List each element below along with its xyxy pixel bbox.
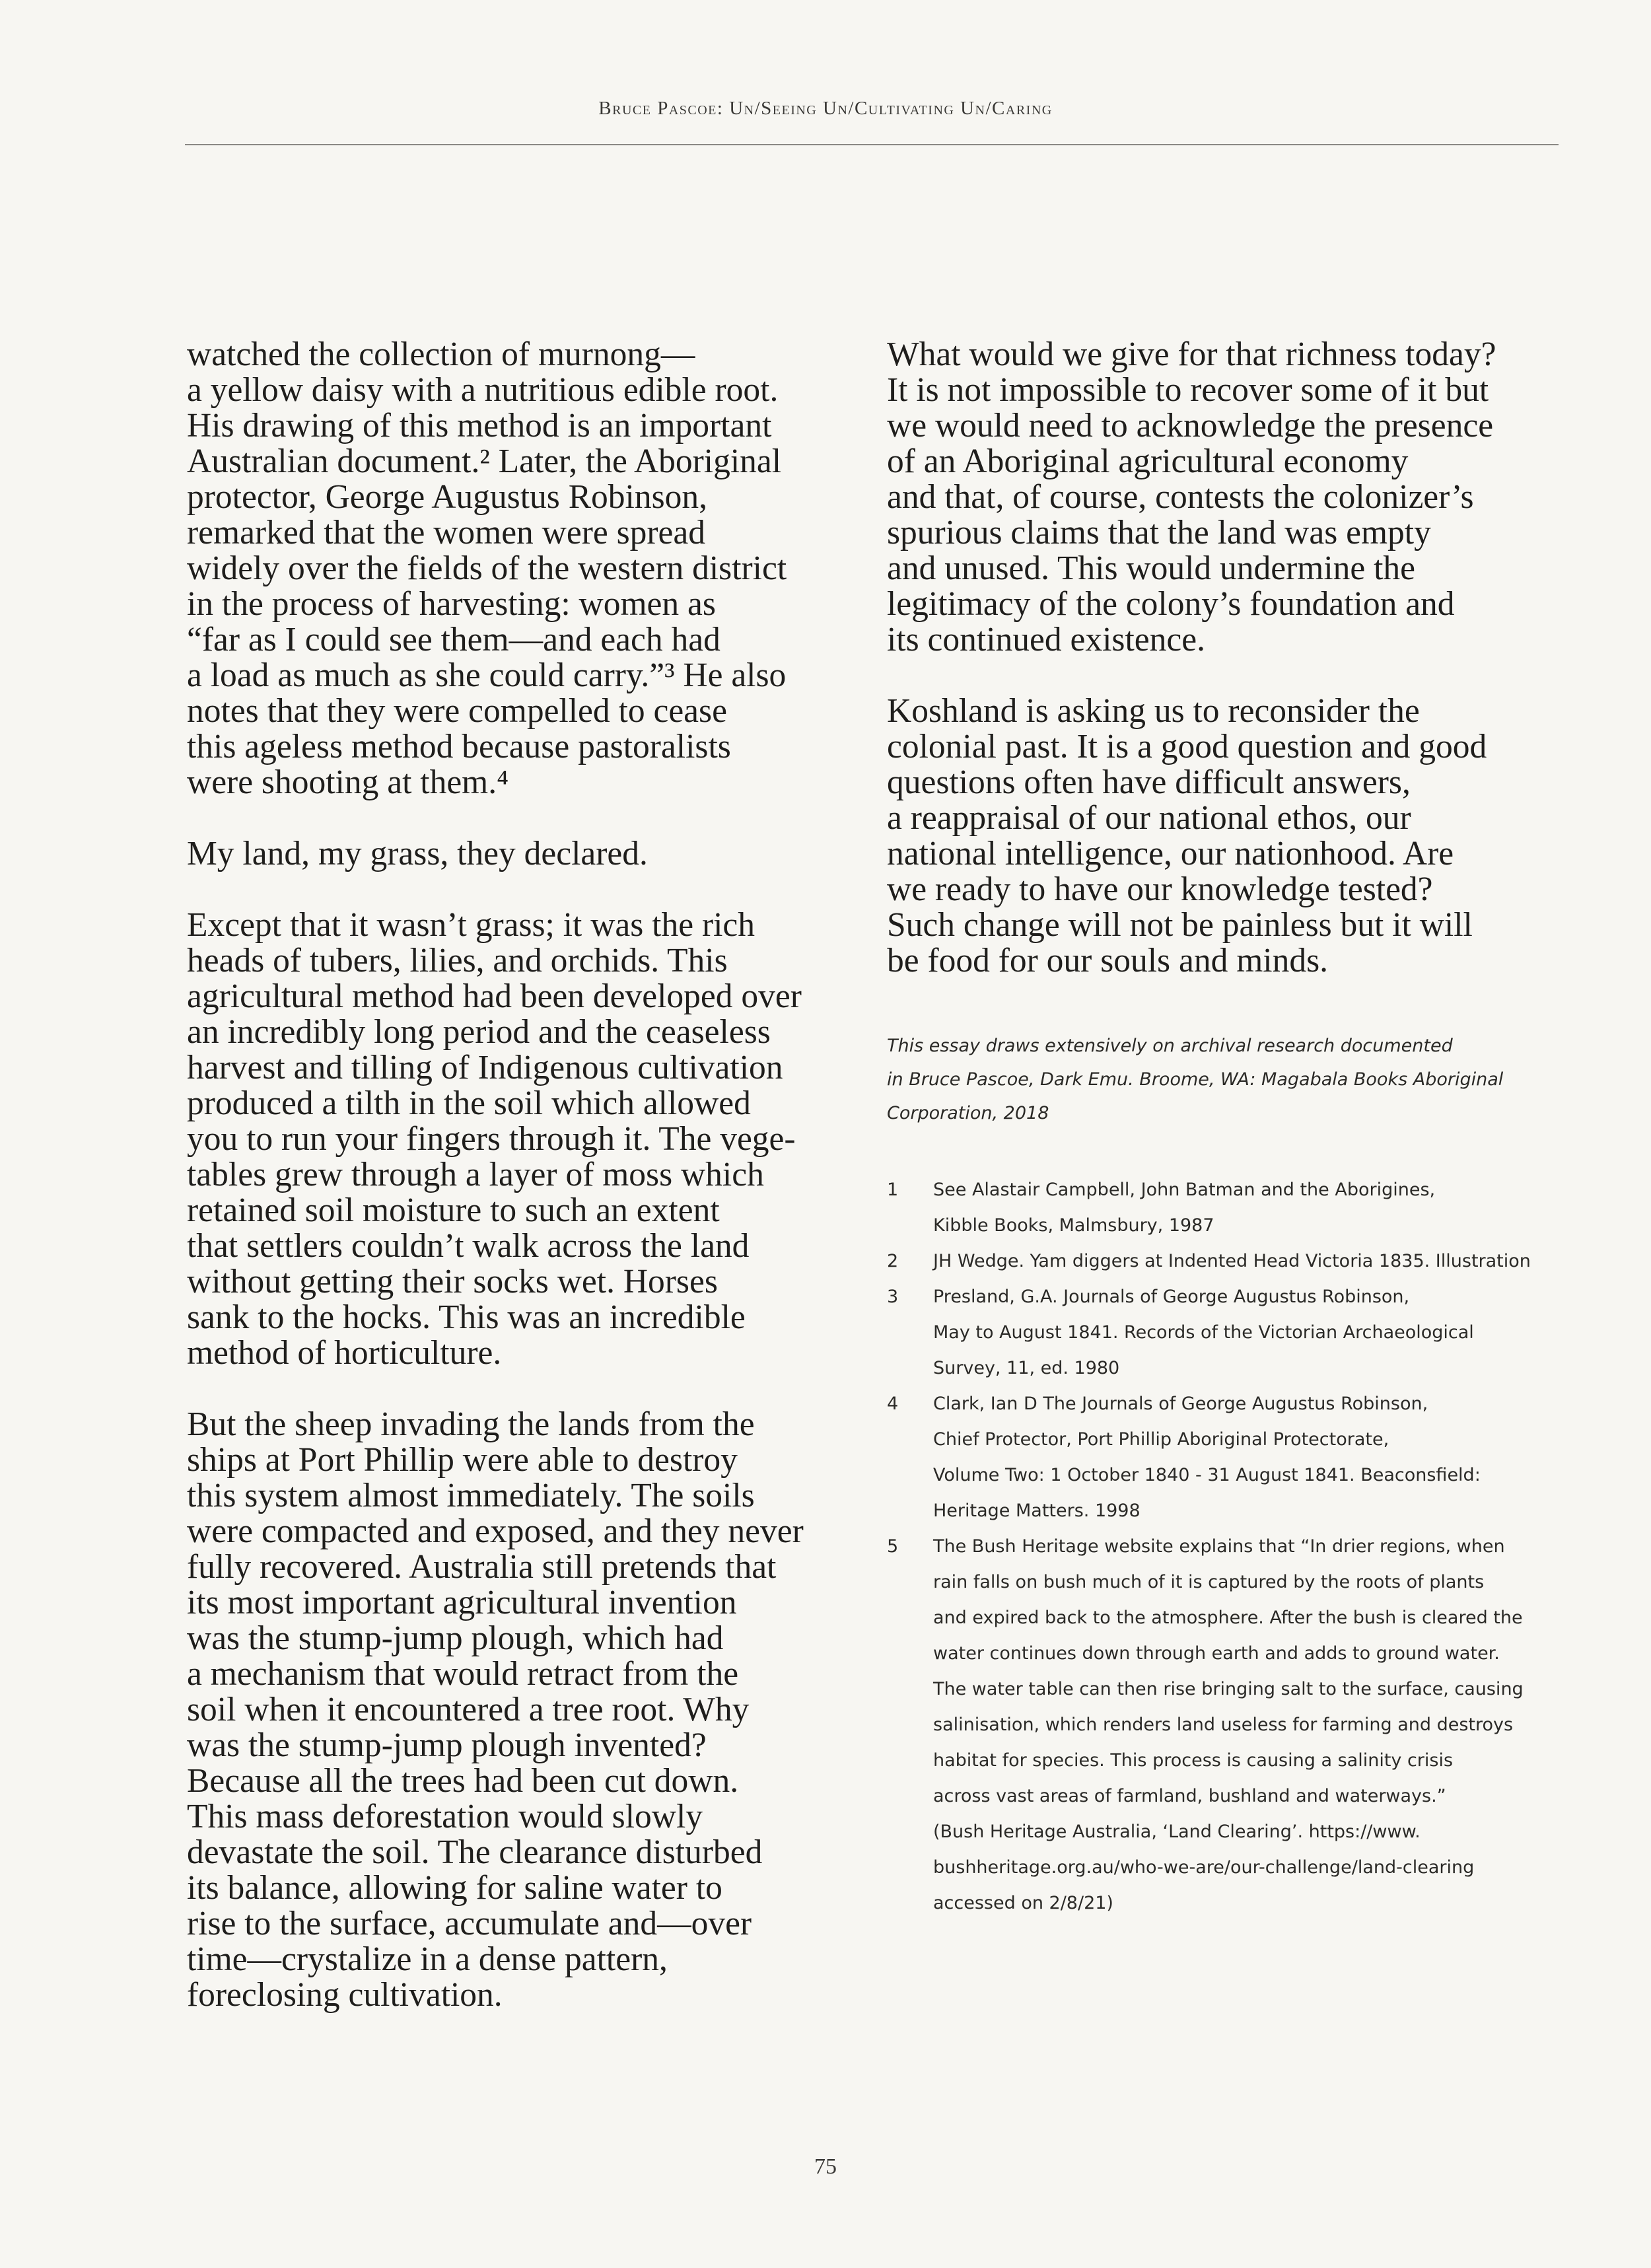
body-paragraph: Except that it wasn’t grass; it was the rich heads of tubers, lilies, and orchids. This agricultural method had been developed over an incredibly long period and the ceaseless harvest and tilling of Indigenous cultivation produced a tilth in the soil which allowed you to run your fingers through it. The vege- tables grew through a layer of moss which retained soil moisture to such an extent that settlers couldn’t walk across the land without getting their socks wet. Horses sank to the hocks. This was an incredible method of horticulture. xyxy=(187,906,802,1372)
footnote-number: 5 xyxy=(887,1536,899,1557)
footnote-number: 1 xyxy=(887,1180,899,1200)
footnote-number: 4 xyxy=(887,1394,899,1414)
footnote-item xyxy=(887,1279,1561,1386)
footnote-item xyxy=(887,1244,1561,1279)
footnote-number: 2 xyxy=(887,1251,899,1271)
body-paragraph: What would we give for that richness today? It is not impossible to recover some of it but we would need to acknowledge the presence of an Aboriginal agricultural economy and that, of course, contests the colonizer’s spurious claims that the land was empty and unused. This would undermine the legitimacy of the colony’s foundation and its continued existence. xyxy=(887,336,1496,658)
footnote-text: See Alastair Campbell, John Batman and the Aborigines, Kibble Books, Malmsbury, 1987 xyxy=(933,1180,1436,1236)
footnote-number: 3 xyxy=(887,1287,899,1307)
body-paragraph: Koshland is asking us to reconsider the colonial past. It is a good question and good questions often have difficult answers, a reappraisal of our national ethos, our national intelligence, our nationhood. Are we ready to have our knowledge tested? Such change will not be painless but it will be food for our souls and minds. xyxy=(887,692,1487,979)
left-column xyxy=(187,337,861,2013)
header-rule xyxy=(185,144,1559,145)
footnote-text: Clark, Ian D The Journals of George Augustus Robinson, Chief Protector, Port Phillip Aboriginal Protectorate, Volume Two: 1 October 1840 - 31 August 1841. Beaconsfield: Heritage Matters. 1998 xyxy=(933,1394,1481,1521)
footnote-item xyxy=(887,1386,1561,1529)
footnote-item xyxy=(887,1172,1561,1244)
footnote-text: The Bush Heritage website explains that “In drier regions, when rain falls on bush much of it is captured by the roots of plants and expired back to the atmosphere. After the bush is cleared the water continues down through earth and adds to ground water. The water table can then rise bringing salt to the surface, causing salinisation, which renders land useless for farming and destroys habitat for species. This process is causing a salinity crisis across vast areas of farmland, bushland and waterways.” (Bush Heritage Australia, ‘Land Clearing’. https://www. bushheritage.org.au/who-we-are/our-challenge/land-clearing accessed on 2/8/21) xyxy=(933,1536,1524,1913)
body-paragraph: My land, my grass, they declared. xyxy=(187,835,648,872)
running-head: Bruce Pascoe: Un/Seeing Un/Cultivating Un/Caring xyxy=(598,98,1053,119)
footnote-item xyxy=(887,1529,1561,1921)
body-paragraph: But the sheep invading the lands from the ships at Port Phillip were able to destroy this system almost immediately. The soils were compacted and exposed, and they never fully recovered. Australia still pretends that its most important agricultural invention was the stump-jump plough, which had a mechanism that would retract from the soil when it encountered a tree root. Why was the stump-jump plough invented? Because all the trees had been cut down. This mass deforestation would slowly devastate the soil. The clearance disturbed its balance, allowing for saline water to rise to the surface, accumulate and—over time—crystalize in a dense pattern, foreclosing cultivation. xyxy=(187,1405,804,2014)
body-paragraph: watched the collection of murnong— a yellow daisy with a nutritious edible root. His drawing of this method is an important Australian document.² Later, the Aboriginal protector, George Augustus Robinson, remarked that the women were spread widely over the fields of the western district in the process of harvesting: women as “far as I could see them—and each had a load as much as she could carry.”³ He also notes that they were compelled to cease this ageless method because pastoralists were shooting at them.⁴ xyxy=(187,336,787,801)
footnote-text: JH Wedge. Yam diggers at Indented Head Victoria 1835. Illustration xyxy=(933,1251,1531,1271)
footnote-text: Presland, G.A. Journals of George Augustus Robinson, May to August 1841. Records of the Victorian Archaeological Survey, 11, ed. 1980 xyxy=(933,1287,1474,1378)
page-number: 75 xyxy=(814,2154,837,2179)
footnote-list xyxy=(887,1172,1561,1921)
right-column xyxy=(887,337,1561,979)
essay-source-note: This essay draws extensively on archival research documented in Bruce Pascoe, Dark Emu. Broome, WA: Magabala Books Aboriginal Corporation, 2018 xyxy=(887,1036,1504,1123)
